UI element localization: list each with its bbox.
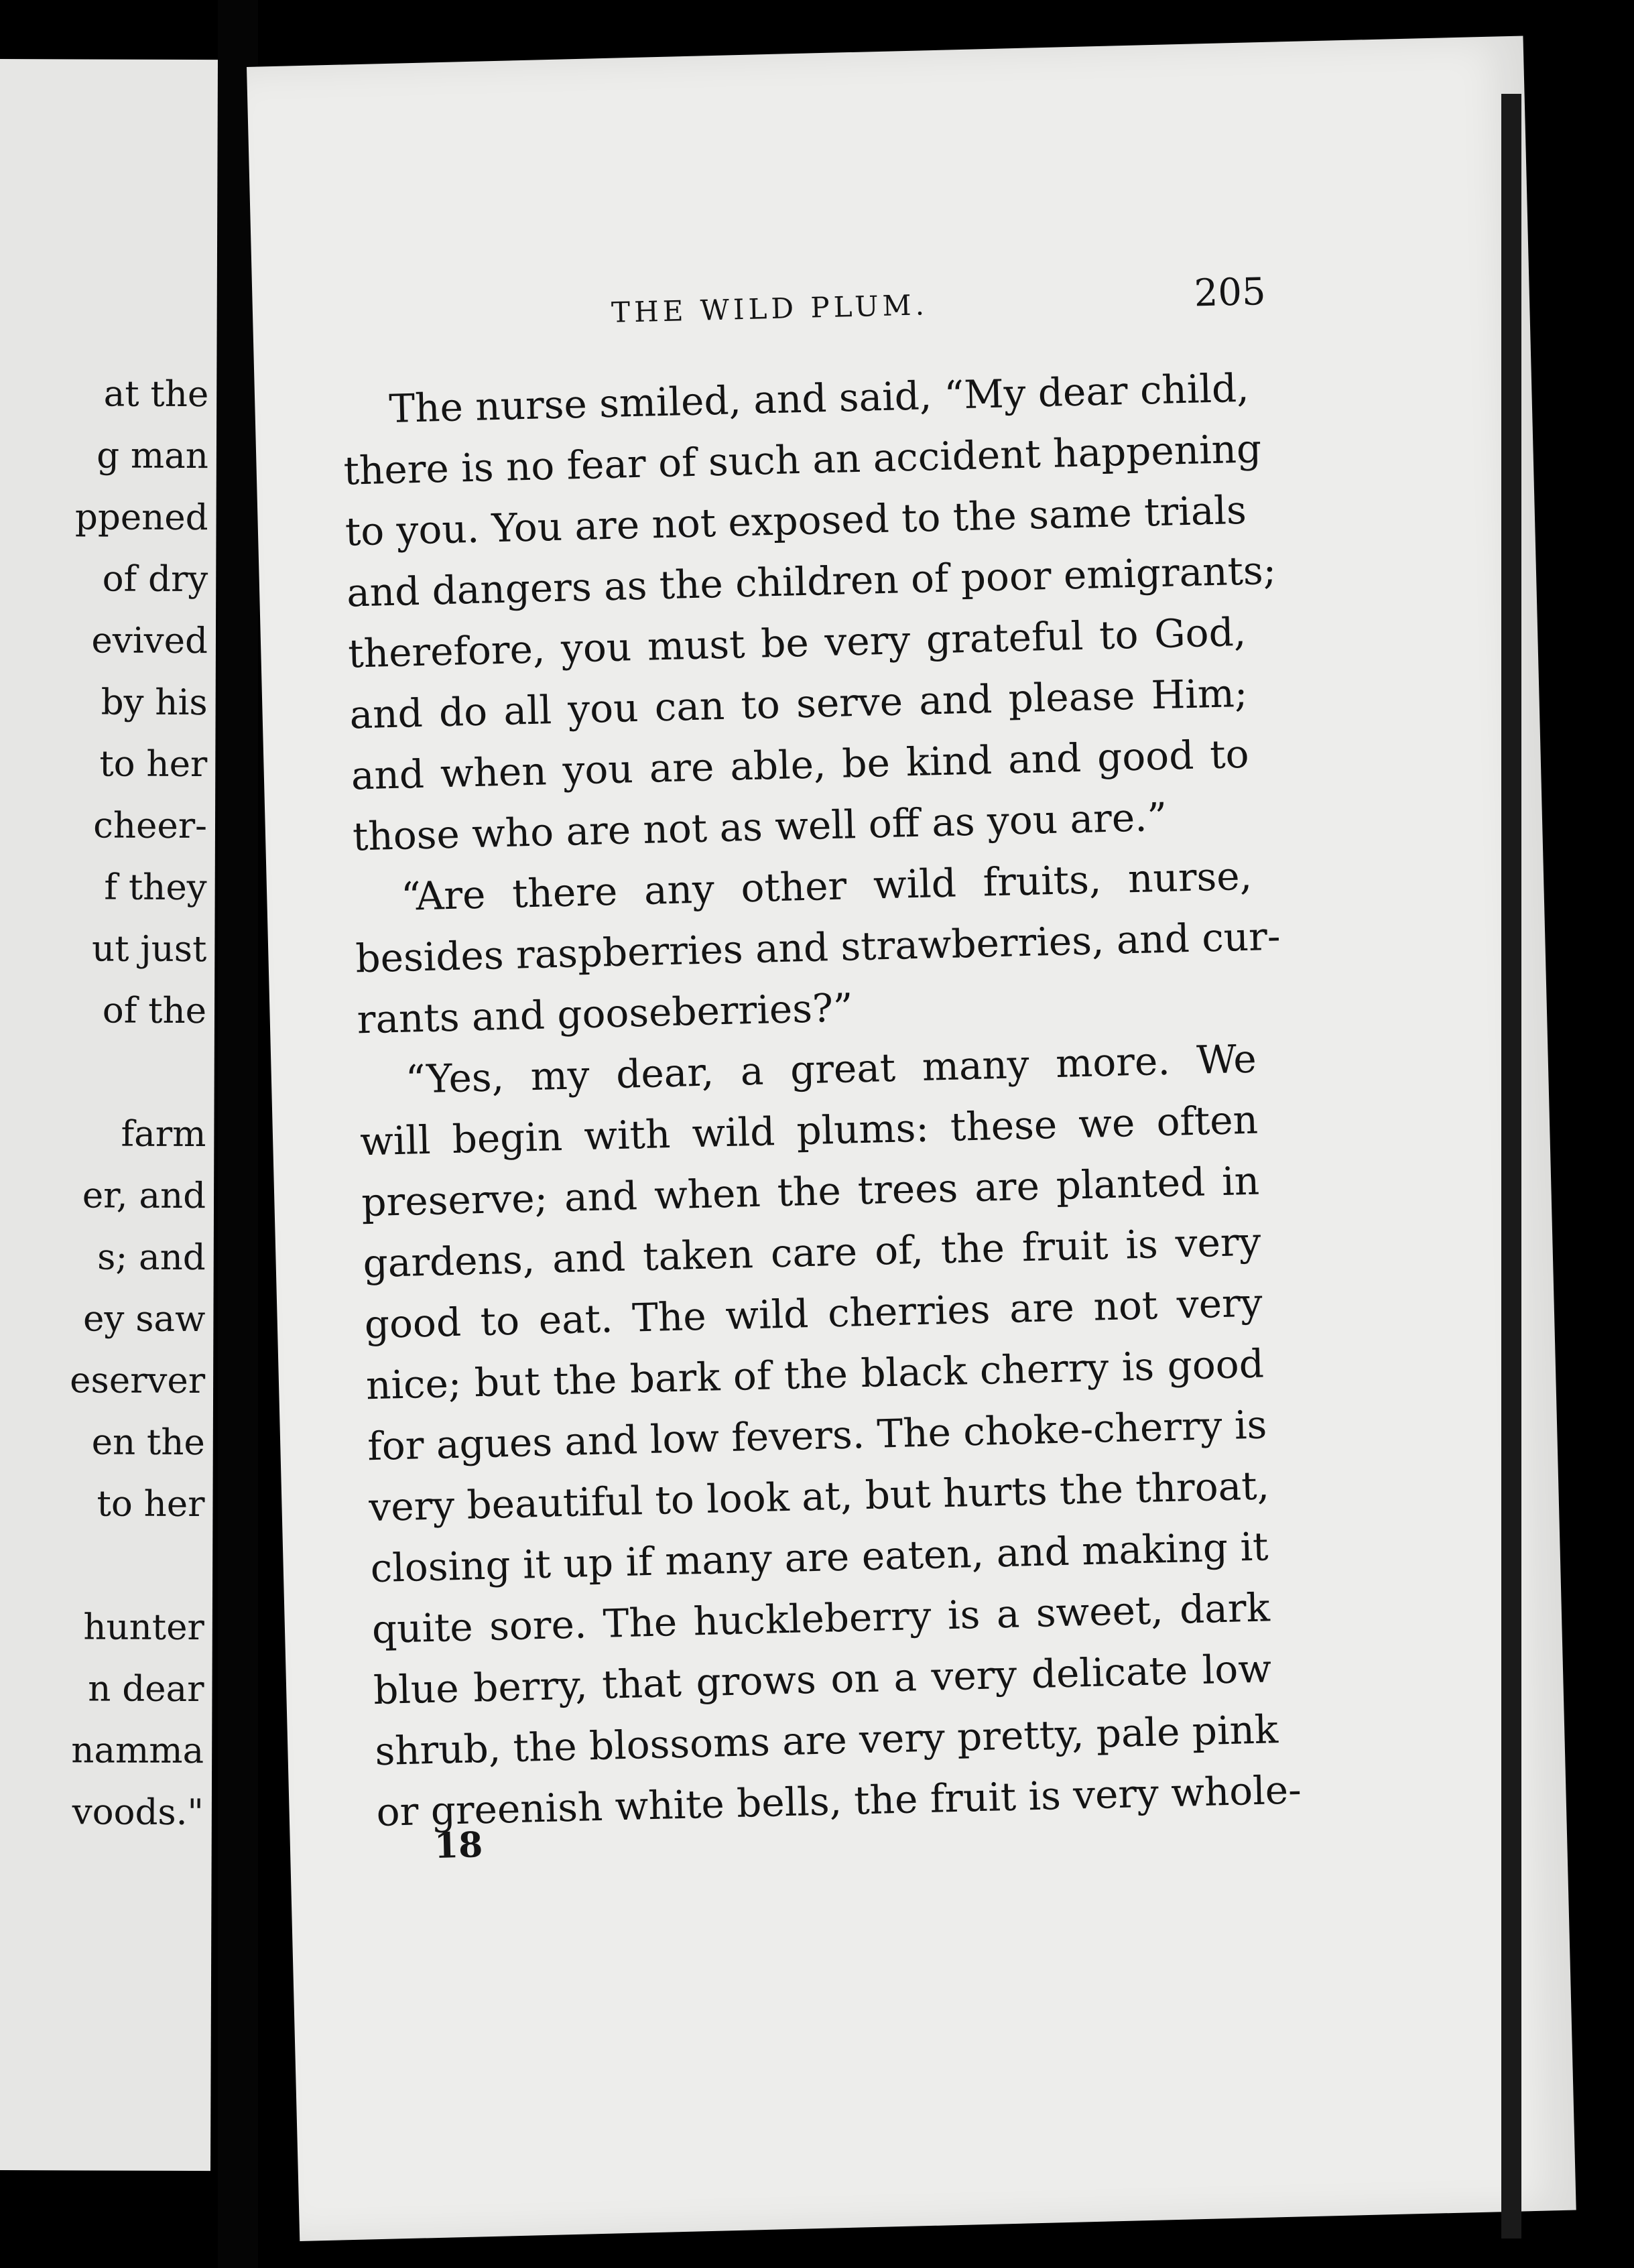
left-line: ut just <box>91 928 207 970</box>
text-line: quite sore. The huckleberry is a sweet, dark <box>371 1584 1271 1653</box>
left-line: to her <box>97 1483 205 1525</box>
left-line: farm <box>121 1113 206 1155</box>
left-line: ppened <box>74 497 208 539</box>
text-line: blue berry, that grows on a very delicate low <box>373 1645 1272 1714</box>
left-line: of the <box>102 990 207 1032</box>
running-head: THE WILD PLUM. <box>611 288 929 329</box>
left-line: en the <box>91 1422 205 1464</box>
left-line: namma <box>71 1730 204 1772</box>
text-line: to you. You are not exposed to the same trials <box>344 487 1247 555</box>
text-line: and dangers as the children of poor emigrants; <box>346 547 1277 616</box>
left-line: by his <box>101 682 208 724</box>
text-line: “Yes, my dear, a great many more. We <box>405 1035 1257 1102</box>
left-line: of dry <box>102 558 208 601</box>
left-line: cheer- <box>93 805 208 847</box>
left-line: voods." <box>72 1791 204 1834</box>
text-line: “Are there any other wild fruits, nurse, <box>400 853 1253 920</box>
body-text <box>341 358 1302 1843</box>
text-line: gardens, and taken care of, the fruit is very <box>362 1218 1262 1287</box>
text-line: shrub, the blossoms are very pretty, pale pink <box>374 1706 1279 1775</box>
text-line: rants and gooseberries?” <box>356 985 854 1043</box>
text-line: very beautiful to look at, but hurts the throat, <box>368 1462 1270 1531</box>
text-line: The nurse smiled, and said, “My dear child, <box>388 365 1250 432</box>
text-line: those who are not as well off as you are.” <box>352 794 1168 860</box>
text-line: for agues and low fevers. The choke-cherry is <box>367 1401 1267 1470</box>
left-line: er, and <box>82 1175 206 1217</box>
left-line: eserver <box>70 1360 206 1402</box>
text-line: and when you are able, be kind and good to <box>351 731 1250 799</box>
left-line: n dear <box>88 1668 204 1710</box>
left-line: evived <box>91 620 208 662</box>
left-line: hunter <box>83 1606 204 1649</box>
book-gutter <box>218 0 258 2268</box>
left-line: g man <box>97 435 209 477</box>
left-line: ey saw <box>83 1298 206 1340</box>
left-page-fragment <box>0 59 218 2171</box>
text-line: preserve; and when the trees are planted in <box>361 1157 1260 1226</box>
page-edge <box>1501 94 1521 2239</box>
text-line: will begin with wild plums: these we often <box>359 1096 1259 1165</box>
left-line: s; and <box>97 1237 206 1279</box>
right-page <box>247 36 1576 2241</box>
text-line: or greenish white bells, the fruit is very whole- <box>375 1767 1302 1836</box>
signature-mark: 18 <box>434 1824 484 1867</box>
text-line: good to eat. The wild cherries are not very <box>364 1279 1263 1348</box>
text-line: and do all you can to serve and please Him; <box>349 670 1249 738</box>
text-line: closing it up if many are eaten, and making it <box>369 1523 1269 1592</box>
left-line: to her <box>99 743 208 785</box>
left-line: f they <box>104 867 207 909</box>
text-line: besides raspberries and strawberries, and cur- <box>355 913 1281 982</box>
text-line: therefore, you must be very grateful to God, <box>347 609 1247 677</box>
page-number: 205 <box>1193 269 1267 316</box>
left-line: at the <box>103 373 209 416</box>
text-line: there is no fear of such an accident happening <box>342 426 1262 494</box>
text-line: nice; but the bark of the black cherry is good <box>365 1340 1265 1409</box>
